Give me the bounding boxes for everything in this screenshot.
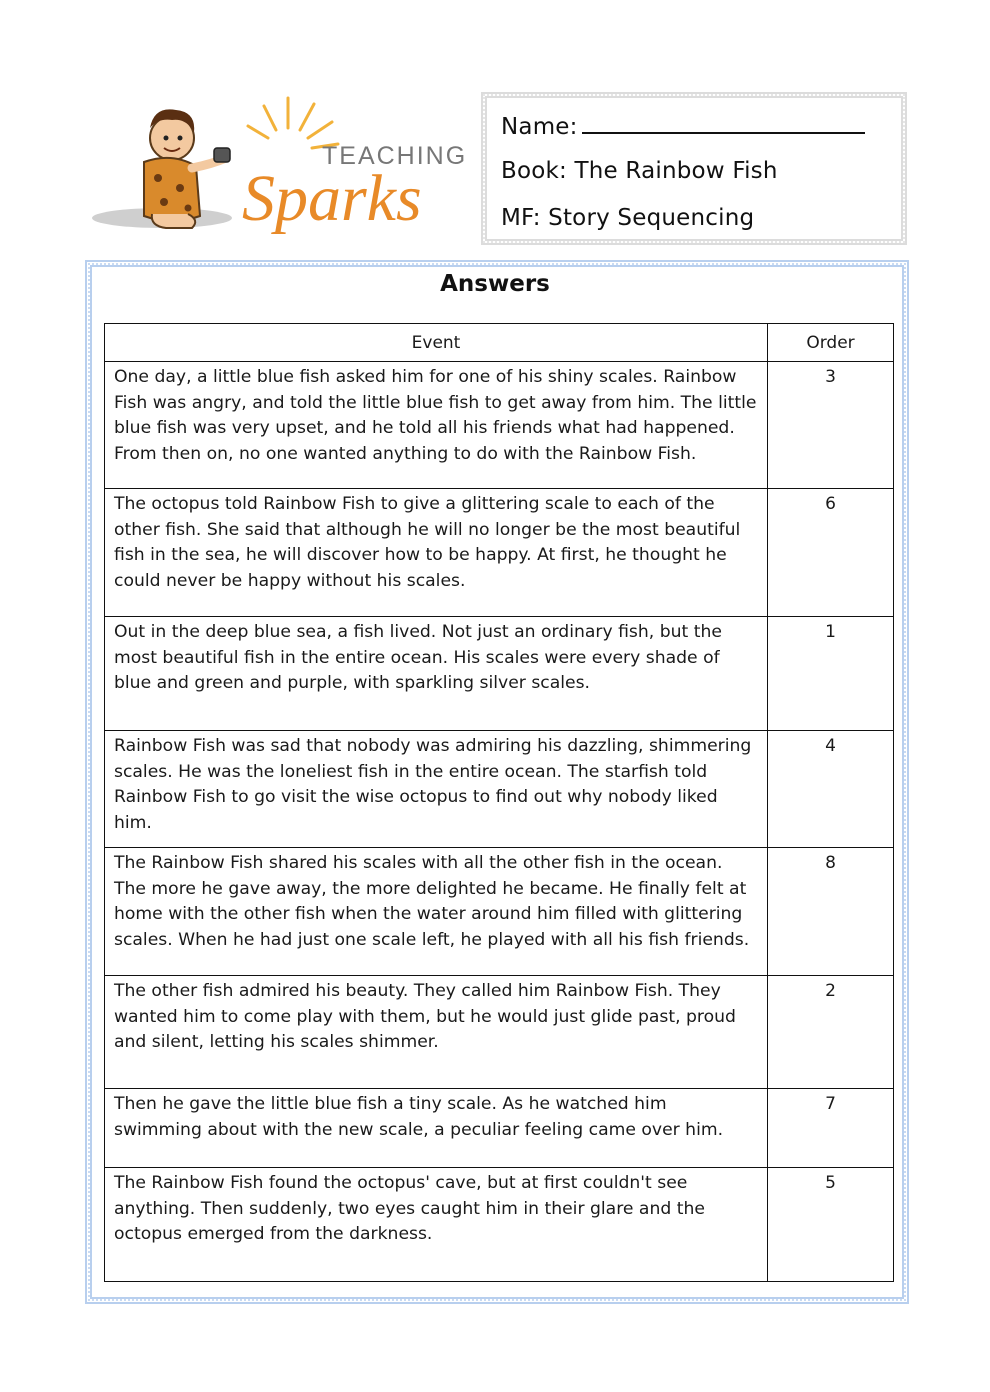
- teaching-sparks-logo: [92, 88, 472, 248]
- table-row: [105, 617, 894, 731]
- spark-rays-icon: [248, 98, 338, 148]
- table-row: [105, 489, 894, 617]
- table-row: [105, 848, 894, 976]
- book-title: Book: The Rainbow Fish: [501, 158, 778, 184]
- table-row: [105, 731, 894, 848]
- order-cell: 6: [768, 489, 894, 617]
- sequencing-table: [104, 323, 894, 1282]
- order-cell: 3: [768, 362, 894, 489]
- event-cell: One day, a little blue fish asked him for one of his shiny scales. Rainbow Fish was angry, and told the little blue fish to get away from him. The little blue fish was very upset, and he told all his friends what had happened. From then on, no one wanted anything to do with the Rainbow Fish.: [105, 362, 768, 489]
- name-blank-line[interactable]: [582, 110, 865, 134]
- table-row: [105, 1168, 894, 1282]
- answers-title: Answers: [440, 271, 550, 297]
- order-cell: 5: [768, 1168, 894, 1282]
- event-cell: Rainbow Fish was sad that nobody was admiring his dazzling, shimmering scales. He was the loneliest fish in the entire ocean. The starfish told Rainbow Fish to go visit the wise octopus to find out why nobody liked him.: [105, 731, 768, 848]
- event-column-header: Event: [105, 324, 768, 362]
- order-cell: 7: [768, 1089, 894, 1168]
- event-cell: The octopus told Rainbow Fish to give a glittering scale to each of the other fish. She said that although he will no longer be the most beautiful fish in the sea, he will discover how to be happy. At first, he thought he could never be happy without his scales.: [105, 489, 768, 617]
- name-label: Name:: [501, 114, 578, 140]
- student-info-box: [481, 92, 907, 245]
- event-cell: The Rainbow Fish found the octopus' cave, but at first couldn't see anything. Then suddenly, two eyes caught him in their glare and the octopus emerged from the darkness.: [105, 1168, 768, 1282]
- table-header-row: [105, 324, 894, 362]
- mf-topic: MF: Story Sequencing: [501, 205, 755, 231]
- event-cell: The Rainbow Fish shared his scales with all the other fish in the ocean. The more he gave away, the more delighted he became. He finally felt at home with the other fish when the water around him filled with glittering scales. When he had just one scale left, he played with all his fish friends.: [105, 848, 768, 976]
- name-field[interactable]: [501, 110, 865, 140]
- table-row: [105, 1089, 894, 1168]
- order-cell: 4: [768, 731, 894, 848]
- event-cell: Out in the deep blue sea, a fish lived. Not just an ordinary fish, but the most beautiful fish in the entire ocean. His scales were every shade of blue and green and purple, with sparkling silver scales.: [105, 617, 768, 731]
- logo-text-sparks: Sparks: [242, 162, 422, 235]
- event-cell: Then he gave the little blue fish a tiny scale. As he watched him swimming about with the new scale, a peculiar feeling came over him.: [105, 1089, 768, 1168]
- order-cell: 2: [768, 976, 894, 1089]
- table-row: [105, 362, 894, 489]
- table-row: [105, 976, 894, 1089]
- order-cell: 1: [768, 617, 894, 731]
- order-column-header: Order: [768, 324, 894, 362]
- event-cell: The other fish admired his beauty. They called him Rainbow Fish. They wanted him to come play with them, but he would just glide past, proud and silent, letting his scales shimmer.: [105, 976, 768, 1089]
- order-cell: 8: [768, 848, 894, 976]
- logo-text-teaching: TEACHING: [322, 142, 468, 170]
- caveman-icon: [144, 109, 230, 228]
